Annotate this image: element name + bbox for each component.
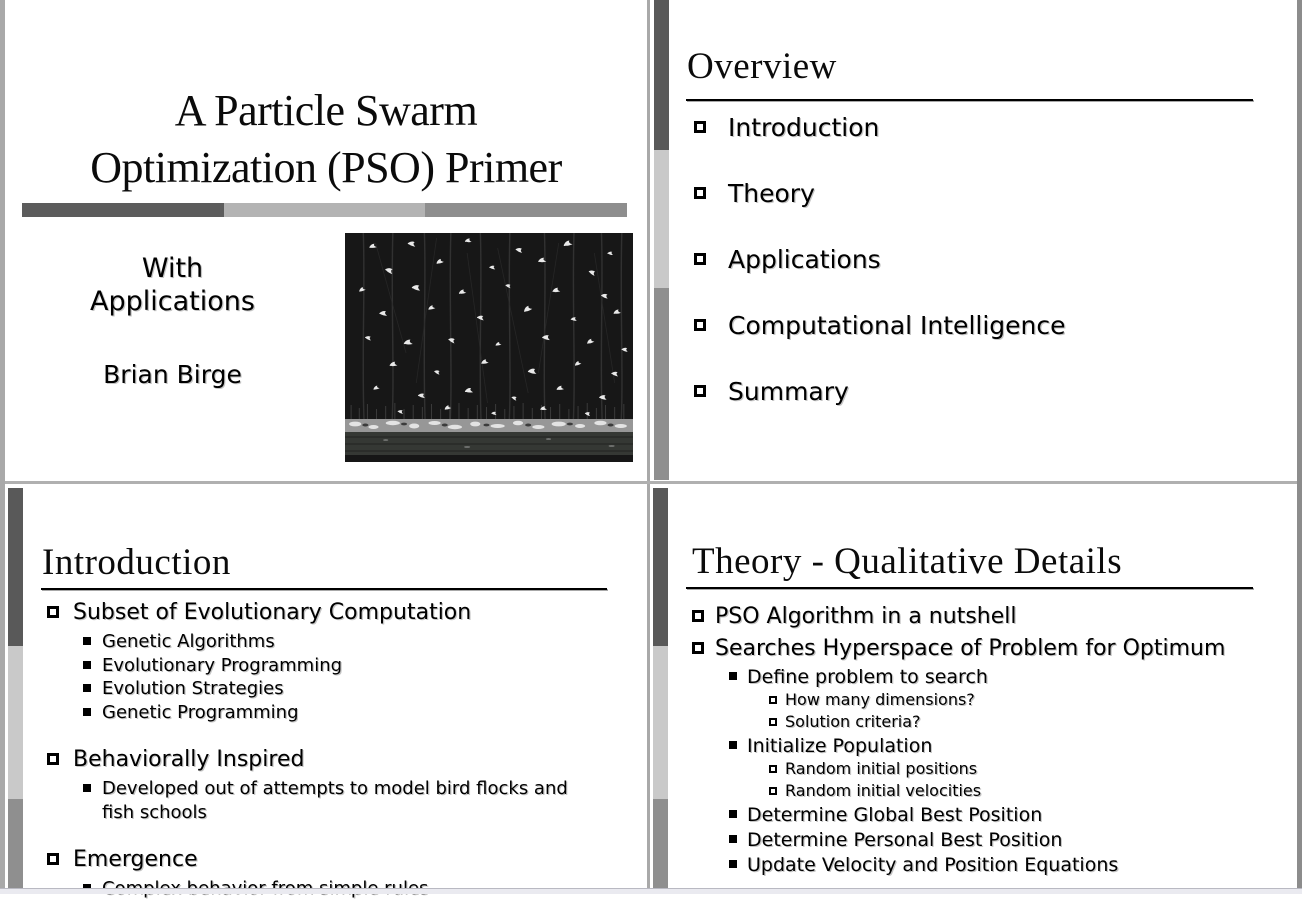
hollow-square-bullet-icon — [694, 121, 706, 133]
sidebar-segment-medium — [8, 799, 23, 894]
slide-heading: Overview — [687, 46, 837, 87]
hollow-square-bullet-icon — [47, 606, 59, 618]
heading-underline — [686, 587, 1253, 589]
hollow-square-bullet-icon — [694, 187, 706, 199]
list-item — [47, 747, 617, 773]
sidebar-segment-dark — [8, 488, 23, 646]
list-item-label: Summary — [728, 377, 849, 406]
list-item-label: Evolutionary Programming — [102, 654, 343, 676]
list-item-label: How many dimensions? — [785, 690, 975, 709]
slide-title[interactable] — [5, 0, 647, 481]
filled-square-bullet-icon — [729, 741, 737, 749]
theory-bullet-list — [692, 600, 1282, 877]
slide-accent-sidebar — [653, 488, 668, 894]
list-item — [692, 734, 1282, 758]
sidebar-segment-medium — [654, 288, 669, 480]
list-item — [692, 758, 1282, 780]
hollow-square-bullet-icon — [692, 642, 704, 654]
list-item — [47, 777, 603, 824]
hollow-square-bullet-icon — [47, 853, 59, 865]
list-item — [692, 689, 1282, 711]
list-item-label: PSO Algorithm in a nutshell — [715, 604, 1017, 629]
list-item — [694, 244, 1066, 276]
page-right-border — [1297, 0, 1302, 894]
bird-flock-photo-graphic — [345, 233, 633, 462]
introduction-bullet-list — [47, 600, 617, 901]
small-hollow-square-bullet-icon — [769, 718, 777, 726]
title-line-1: A Particle Swarm — [174, 86, 478, 135]
list-item-label: Update Velocity and Position Equations — [747, 854, 1119, 876]
list-item-label: Genetic Algorithms — [102, 631, 275, 652]
presentation-title — [5, 82, 647, 196]
filled-square-bullet-icon — [729, 810, 737, 818]
sidebar-segment-light — [654, 150, 669, 288]
list-item-label: Computational Intelligence — [728, 311, 1066, 340]
list-item-label: Subset of Evolutionary Computation — [73, 600, 472, 625]
slide-theory[interactable] — [650, 484, 1297, 894]
slide-overview[interactable] — [650, 0, 1297, 481]
list-item-label: Random initial positions — [785, 759, 978, 778]
hollow-square-bullet-icon — [692, 610, 704, 622]
filled-square-bullet-icon — [83, 784, 91, 792]
list-item-label: Applications — [728, 245, 881, 274]
list-item — [692, 780, 1282, 802]
slide-grid-horizontal-divider — [0, 481, 1302, 484]
slide-accent-sidebar — [8, 488, 23, 894]
list-item — [47, 654, 617, 678]
hollow-square-bullet-icon — [47, 753, 59, 765]
filled-square-bullet-icon — [83, 637, 91, 645]
list-item — [47, 600, 617, 626]
small-hollow-square-bullet-icon — [769, 696, 777, 704]
sidebar-segment-dark — [654, 0, 669, 150]
list-item-label: Genetic Programming — [102, 701, 299, 723]
list-item — [694, 178, 1066, 210]
hollow-square-bullet-icon — [694, 319, 706, 331]
title-line-2: Optimization (PSO) Primer — [90, 143, 562, 192]
subtitle — [35, 252, 310, 318]
list-item — [692, 665, 1282, 689]
small-hollow-square-bullet-icon — [769, 787, 777, 795]
filled-square-bullet-icon — [729, 835, 737, 843]
window-bottom-edge — [0, 888, 1302, 894]
list-item — [692, 634, 1282, 664]
list-item-label: Define problem to search — [747, 666, 988, 688]
filled-square-bullet-icon — [83, 684, 91, 692]
list-item — [47, 630, 617, 654]
accent-bar-segment-light — [224, 203, 426, 217]
heading-underline — [686, 99, 1253, 101]
slide-heading: Introduction — [42, 542, 231, 583]
slide-heading: Theory - Qualitative Details — [692, 541, 1123, 582]
list-item-label: Behaviorally Inspired — [73, 747, 305, 772]
sidebar-segment-light — [8, 646, 23, 799]
list-item — [694, 376, 1066, 408]
list-item-label: Introduction — [728, 113, 880, 142]
list-item — [692, 828, 1282, 852]
list-item-label: Developed out of attempts to model bird flocks and fish schools — [102, 778, 568, 823]
hollow-square-bullet-icon — [694, 253, 706, 265]
sidebar-segment-dark — [653, 488, 668, 646]
list-item — [692, 711, 1282, 733]
sidebar-segment-light — [653, 646, 668, 799]
heading-underline — [41, 588, 607, 590]
list-item — [47, 701, 617, 725]
small-hollow-square-bullet-icon — [769, 765, 777, 773]
list-item — [692, 602, 1282, 632]
accent-bar-segment-medium — [425, 203, 627, 217]
overview-bullet-list — [694, 112, 1066, 442]
list-item-label: Random initial velocities — [785, 781, 982, 800]
list-item — [47, 677, 617, 701]
list-item-label: Theory — [728, 179, 815, 208]
filled-square-bullet-icon — [83, 661, 91, 669]
list-item — [692, 853, 1282, 877]
list-item — [47, 847, 617, 873]
filled-square-bullet-icon — [83, 708, 91, 716]
subtitle-line-2: Applications — [90, 286, 255, 317]
filled-square-bullet-icon — [729, 672, 737, 680]
list-item-label: Determine Personal Best Position — [747, 829, 1063, 851]
slide-introduction[interactable] — [5, 484, 647, 894]
list-item — [694, 310, 1066, 342]
slide-grid-vertical-divider — [647, 0, 650, 894]
accent-bar-segment-dark — [22, 203, 224, 217]
list-item-label: Initialize Population — [747, 735, 933, 757]
filled-square-bullet-icon — [729, 860, 737, 868]
list-item-label: Evolution Strategies — [102, 678, 284, 699]
list-item-label: Emergence — [73, 847, 198, 872]
author-name: Brian Birge — [103, 360, 242, 389]
list-item-label: Determine Global Best Position — [747, 804, 1043, 826]
list-item-label: Searches Hyperspace of Problem for Optimum — [715, 636, 1226, 661]
bird-flock-photo — [345, 233, 633, 462]
slide-accent-sidebar — [654, 0, 669, 480]
list-item — [694, 112, 1066, 144]
page-left-border — [0, 0, 5, 894]
list-item-label: Solution criteria? — [785, 712, 921, 731]
title-accent-bar — [22, 203, 627, 217]
sidebar-segment-medium — [653, 799, 668, 894]
hollow-square-bullet-icon — [694, 385, 706, 397]
subtitle-line-1: With — [141, 253, 204, 284]
list-item — [692, 803, 1282, 827]
